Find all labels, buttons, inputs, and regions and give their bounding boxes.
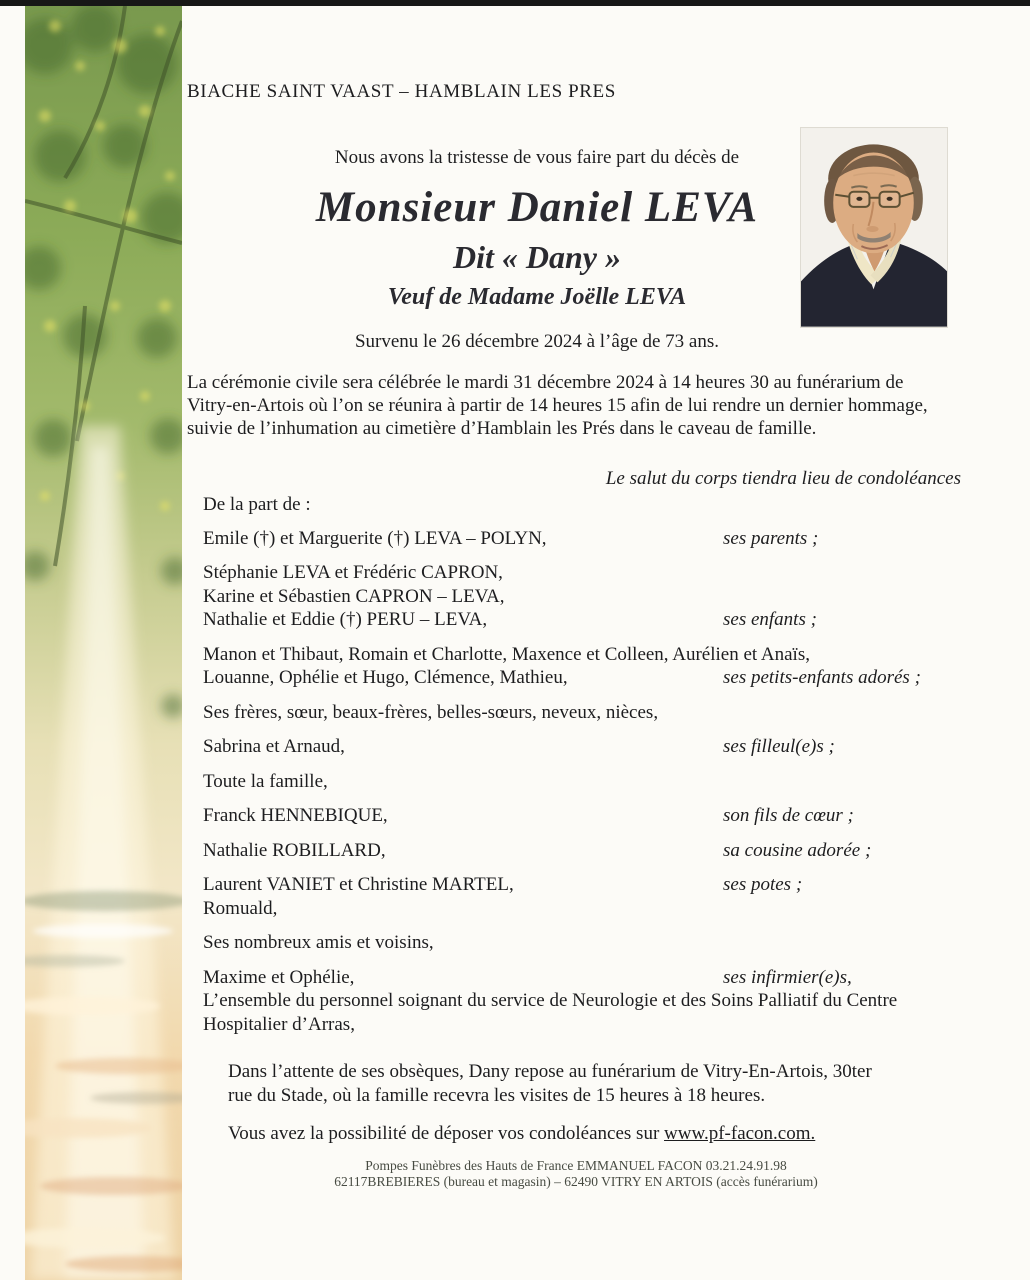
- forest-path-illustration: [25, 6, 182, 1280]
- announcement-body: [187, 0, 965, 1190]
- condolences-website-link[interactable]: www.pf-facon.com.: [664, 1123, 816, 1145]
- deceased-nickname: Dit « Dany »: [453, 239, 621, 275]
- family-group: [203, 839, 965, 863]
- salute-line: Le salut du corps tiendra lieu de condoléances: [605, 467, 961, 489]
- footer-line1: Pompes Funèbres des Hauts de France EMMANUEL FACON 03.21.24.91.98: [365, 1158, 787, 1174]
- family-names-line: Karine et Sébastien CAPRON – LEVA,: [203, 585, 505, 607]
- family-names-line: Stéphanie LEVA et Frédéric CAPRON,: [203, 562, 503, 584]
- relation-label: sa cousine adorée ;: [723, 839, 872, 861]
- family-group: [203, 701, 965, 725]
- relation-label: son fils de cœur ;: [723, 805, 854, 827]
- family-group: [203, 770, 965, 794]
- family-names-line: Romuald,: [203, 897, 278, 919]
- repose-paragraph: Dans l’attente de ses obsèques, Dany repose au funérarium de Vitry-En-Artois, 30ter rue du Stade, où la famille recevra les visites de 15 heures à 18 heures.: [228, 1061, 872, 1107]
- communes-header: BIACHE SAINT VAAST – HAMBLAIN LES PRES: [187, 81, 616, 102]
- family-names-line: L’ensemble du personnel soignant du service de Neurologie et des Soins Palliatif du Centre Hospitalier d’Arras,: [203, 990, 898, 1035]
- intro-line: Nous avons la tristesse de vous faire part du décès de: [334, 147, 740, 168]
- relation-label: ses enfants ;: [723, 609, 817, 631]
- relation-label: ses petits-enfants adorés ;: [723, 667, 921, 689]
- relation-label: ses filleul(e)s ;: [723, 736, 835, 758]
- ceremony-paragraph: La cérémonie civile sera célébrée le mardi 31 décembre 2024 à 14 heures 30 au funérarium de Vitry-en-Artois où l’on se réunira à partir de 14 heures 15 afin de lui rendre un dernier hommage, suivie de l’inhumation au cimetière d’Hamblain les Prés dans le caveau de famille.: [187, 372, 928, 440]
- death-date-line: Survenu le 26 décembre 2024 à l’âge de 73 ans.: [354, 331, 720, 352]
- family-names-line: Laurent VANIET et Christine MARTEL,: [203, 874, 514, 896]
- family-group: [203, 735, 965, 759]
- family-names-line: Franck HENNEBIQUE,: [203, 805, 388, 827]
- family-group: [203, 643, 965, 690]
- relation-label: ses potes ;: [723, 874, 803, 896]
- footer-line2: 62117BREBIERES (bureau et magasin) – 62490 VITRY EN ARTOIS (accès funérarium): [334, 1174, 818, 1190]
- family-names-line: Manon et Thibaut, Romain et Charlotte, Maxence et Colleen, Aurélien et Anaïs,: [203, 643, 810, 665]
- family-group: [203, 873, 965, 920]
- family-names-line: Maxime et Ophélie,: [203, 966, 355, 988]
- family-names-line: Ses nombreux amis et voisins,: [203, 932, 434, 954]
- family-names-line: Toute la famille,: [203, 770, 328, 792]
- family-group: [203, 527, 965, 551]
- family-group: [203, 804, 965, 828]
- family-names-line: Louanne, Ophélie et Hugo, Clémence, Mathieu,: [203, 667, 568, 689]
- family-names-line: Emile (†) et Marguerite (†) LEVA – POLYN,: [203, 527, 547, 549]
- forest-path-photo: [25, 6, 182, 1280]
- family-names-line: Nathalie et Eddie (†) PERU – LEVA,: [203, 609, 488, 631]
- relation-label: ses infirmier(e)s,: [723, 966, 852, 988]
- family-group: [203, 966, 965, 1037]
- deceased-name: Monsieur Daniel LEVA: [315, 184, 759, 231]
- family-names-line: Ses frères, sœur, beaux-frères, belles-sœurs, neveux, nièces,: [203, 701, 659, 723]
- from-label: De la part de :: [203, 493, 311, 515]
- funeral-home-footer: [187, 1158, 965, 1190]
- condolences-text: Vous avez la possibilité de déposer vos condoléances sur: [228, 1123, 665, 1145]
- widower-line: Veuf de Madame Joëlle LEVA: [387, 284, 687, 310]
- family-group: [203, 561, 965, 632]
- family-list: [203, 527, 965, 1037]
- condolences-line: [228, 1122, 965, 1146]
- relation-label: ses parents ;: [723, 527, 819, 549]
- family-group: [203, 931, 965, 955]
- family-names-line: Nathalie ROBILLARD,: [203, 839, 386, 861]
- family-names-line: Sabrina et Arnaud,: [203, 736, 345, 758]
